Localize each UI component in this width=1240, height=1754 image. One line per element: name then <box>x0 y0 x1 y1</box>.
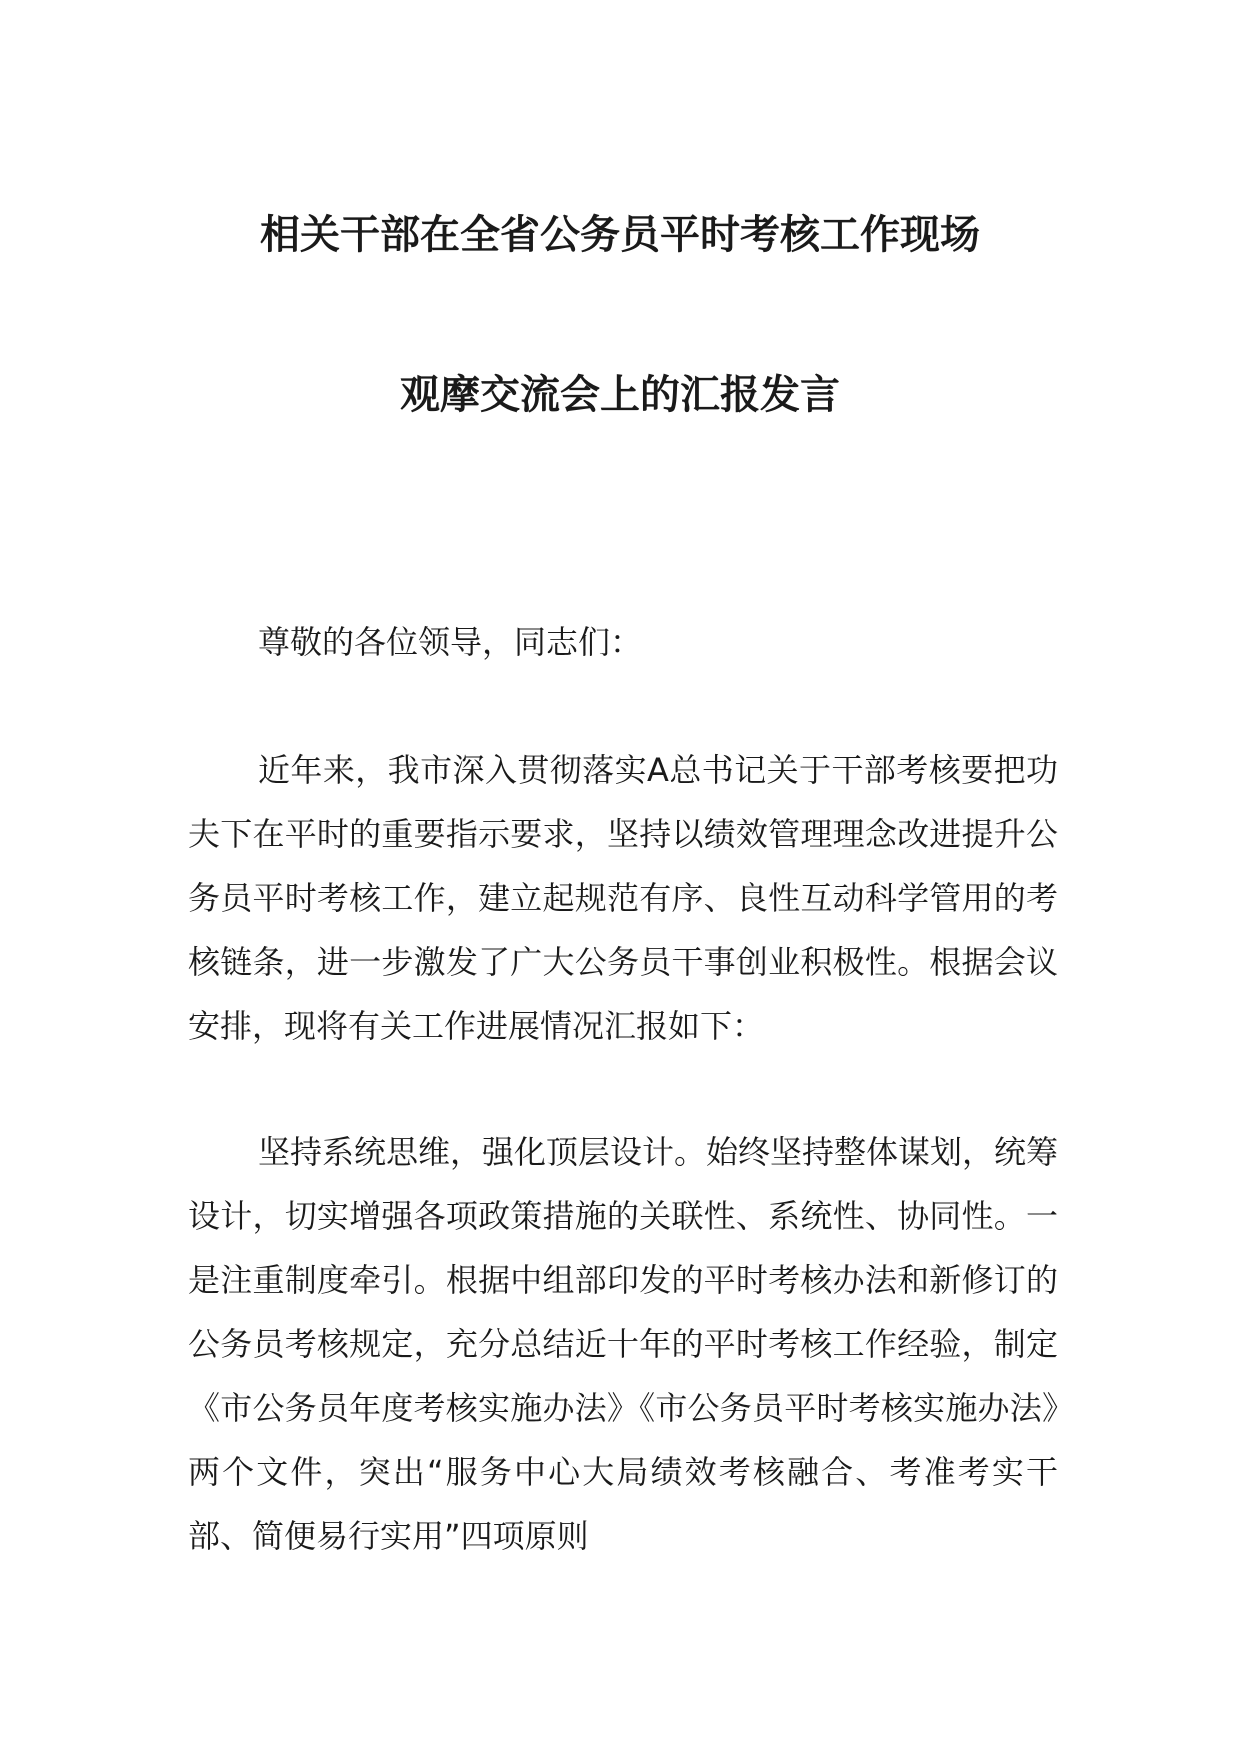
document-title-line-1: 相关干部在全省公务员平时考核工作现场 <box>260 212 980 258</box>
greeting: 尊敬的各位领导，同志们： <box>258 623 643 661</box>
paragraph-2-text: 坚持系统思维，强化顶层设计。始终坚持整体谋划，统筹设计，切实增强各项政策措施的关联性、系统性、协同性。一是注重制度牵引。根据中组部印发的平时考核办法和新修订的公务员考核规定，充分总结近十年的平时考核工作经验，制定《市公务员年度考核实施办法》《市公务员平时考核实施办法》两个文件，突出“服务中心大局绩效考核融合、考准考实干部、简便易行实用”四项原则 <box>188 1133 1059 1555</box>
paragraph-2 <box>188 1120 1058 1568</box>
paragraph-1-text: 近年来，我市深入贯彻落实A总书记关于干部考核要把功夫下在平时的重要指示要求，坚持以绩效管理理念改进提升公务员平时考核工作，建立起规范有序、良性互动科学管用的考核链条，进一步激发了广大公务员干事创业积极性。根据会议安排，现将有关工作进展情况汇报如下： <box>188 751 1058 1045</box>
document-title-line-2: 观摩交流会上的汇报发言 <box>400 372 840 418</box>
paragraph-1 <box>188 738 1058 1058</box>
